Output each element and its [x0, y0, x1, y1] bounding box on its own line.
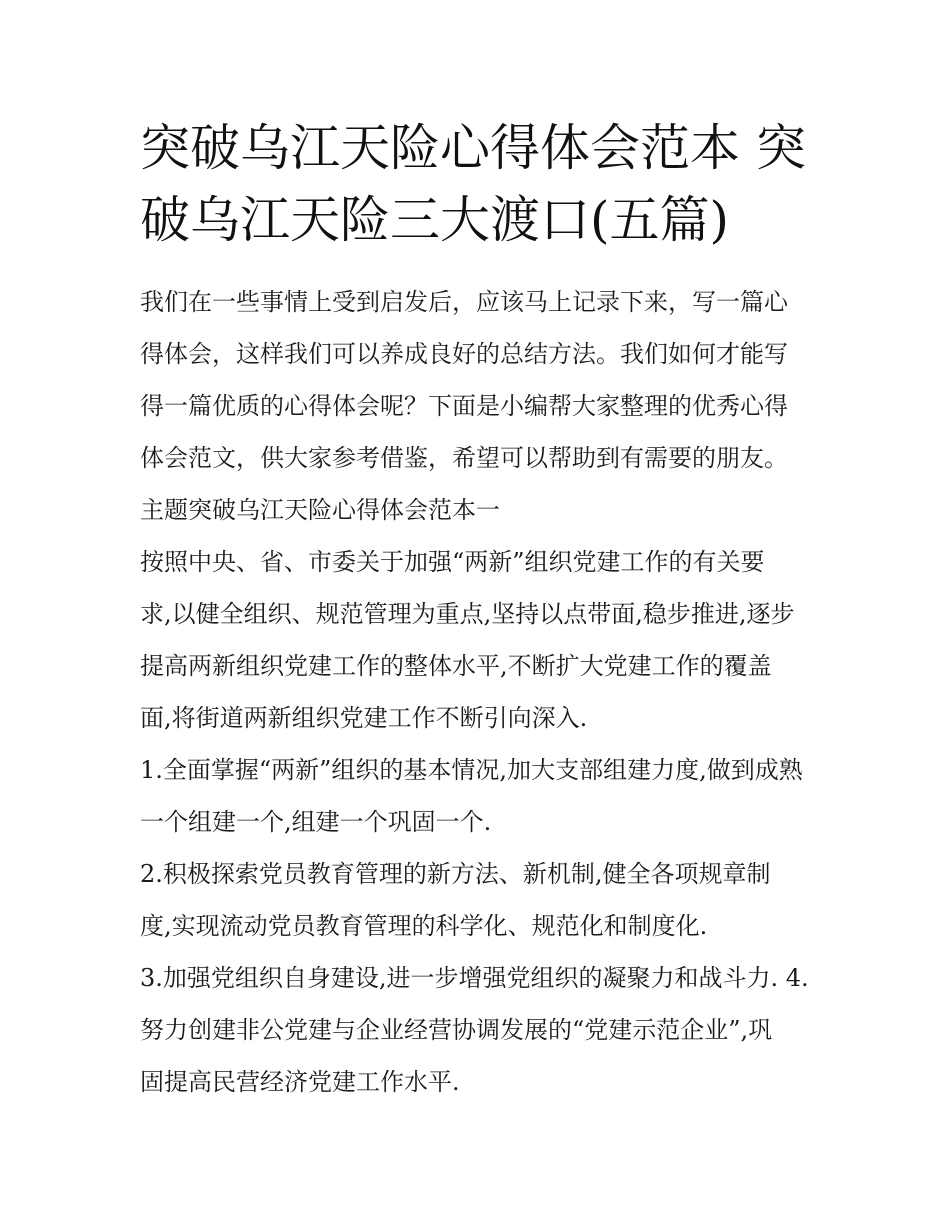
list-item-2: 2.积极探索党员教育管理的新方法、新机制,健全各项规章制	[140, 860, 771, 888]
document-body	[140, 276, 812, 1108]
body-line: 求,以健全组织、规范管理为重点,坚持以点带面,稳步推进,逐步	[140, 600, 795, 628]
title-line: 突破乌江天险心得体会范本 突	[140, 119, 806, 177]
list-item-4-cont: 固提高民营经济党建工作水平.	[140, 1068, 460, 1096]
body-line: 我们在一些事情上受到启发后，应该马上记录下来，写一篇心	[140, 288, 788, 316]
body-line: 提高两新组织党建工作的整体水平,不断扩大党建工作的覆盖	[140, 652, 772, 680]
list-item-1-cont: 一个组建一个,组建一个巩固一个.	[140, 808, 492, 836]
body-line: 得一篇优质的心得体会呢？下面是小编帮大家整理的优秀心得	[140, 392, 788, 420]
list-item-1: 1.全面掌握“两新”组织的基本情况,加大支部组建力度,做到成熟	[140, 756, 803, 784]
body-line: 按照中央、省、市委关于加强“两新”组织党建工作的有关要	[140, 548, 765, 576]
body-line: 体会范文，供大家参考借鉴，希望可以帮助到有需要的朋友。	[140, 444, 788, 472]
list-item-3: 3.加强党组织自身建设,进一步增强党组织的凝聚力和战斗力. 4.	[140, 964, 809, 992]
body-line: 面,将街道两新组织党建工作不断引向深入.	[140, 704, 588, 732]
section-heading: 主题突破乌江天险心得体会范本一	[140, 496, 500, 524]
list-item-4: 努力创建非公党建与企业经营协调发展的“党建示范企业”,巩	[140, 1016, 773, 1044]
body-line: 得体会，这样我们可以养成良好的总结方法。我们如何才能写	[140, 340, 788, 368]
list-item-2-cont: 度,实现流动党员教育管理的科学化、规范化和制度化.	[140, 912, 708, 940]
document-title	[140, 112, 820, 256]
title-line: 破乌江天险三大渡口(五篇)	[140, 191, 730, 249]
